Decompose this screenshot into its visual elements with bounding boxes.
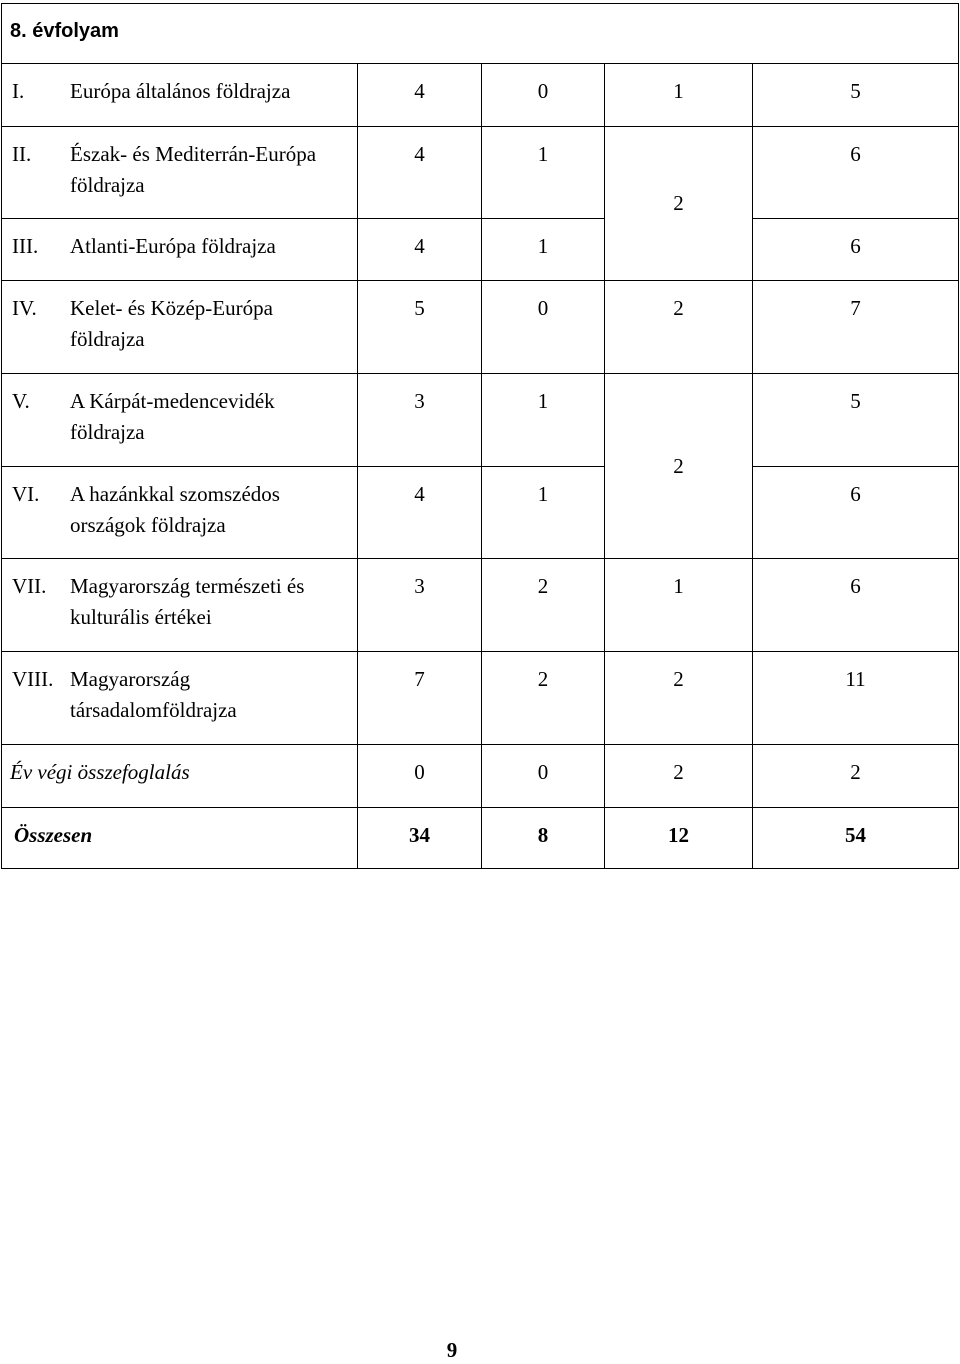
topic-title: A hazánkkal szomszédos országok földrajza	[70, 482, 280, 537]
value-cell: 1	[482, 219, 605, 281]
table-title-row	[2, 4, 959, 64]
value-cell: 0	[482, 745, 605, 808]
topic-cell	[2, 559, 358, 652]
value-cell: 0	[482, 64, 605, 127]
value-cell: 4	[358, 127, 482, 219]
topic-cell	[2, 219, 358, 281]
value-cell: 0	[482, 281, 605, 374]
row-number: III.	[12, 234, 39, 258]
value-cell: 2	[482, 652, 605, 745]
topic-title: Európa általános földrajza	[70, 79, 291, 103]
row-number: VI.	[12, 482, 40, 506]
topic-title: Magyarország társadalomföldrajza	[70, 667, 237, 722]
value-cell: 1	[605, 64, 753, 127]
total-value-cell: 34	[358, 808, 482, 869]
value-cell: 6	[753, 467, 959, 559]
topic-cell	[2, 64, 358, 127]
value-cell: 5	[753, 374, 959, 467]
topic-cell	[2, 374, 358, 467]
topic-title: Kelet- és Közép-Európa földrajza	[70, 296, 273, 351]
value-cell: 5	[753, 64, 959, 127]
row-number: VII.	[12, 574, 47, 598]
value-cell: 2	[605, 745, 753, 808]
total-value-cell: 8	[482, 808, 605, 869]
row-number: I.	[12, 79, 25, 103]
topic-title: A Kárpát-medencevidék földrajza	[70, 389, 275, 444]
curriculum-table	[1, 3, 959, 869]
value-cell: 6	[753, 219, 959, 281]
row-number: VIII.	[12, 667, 54, 691]
table-row	[2, 652, 959, 745]
value-cell: 2	[605, 652, 753, 745]
total-value-cell: 12	[605, 808, 753, 869]
table-row	[2, 559, 959, 652]
value-cell-merged: 2	[605, 127, 753, 281]
value-cell: 1	[482, 467, 605, 559]
value-cell: 5	[358, 281, 482, 374]
value-cell: 2	[753, 745, 959, 808]
value-cell: 0	[358, 745, 482, 808]
value-cell: 3	[358, 559, 482, 652]
value-cell: 4	[358, 467, 482, 559]
value-cell: 11	[753, 652, 959, 745]
topic-title: Atlanti-Európa földrajza	[70, 234, 276, 258]
summary-row	[2, 745, 959, 808]
page-number: 9	[446, 1338, 458, 1362]
row-number: IV.	[12, 296, 37, 320]
value-cell: 6	[753, 127, 959, 219]
topic-cell	[2, 652, 358, 745]
total-value-cell: 54	[753, 808, 959, 869]
topic-cell	[2, 281, 358, 374]
value-cell: 7	[753, 281, 959, 374]
topic-cell	[2, 467, 358, 559]
value-cell: 4	[358, 219, 482, 281]
topic-title: Magyarország természeti és kulturális értékei	[70, 574, 305, 629]
value-cell: 3	[358, 374, 482, 467]
table-title: 8. évfolyam	[2, 4, 959, 64]
total-label: Összesen	[2, 808, 358, 869]
topic-cell	[2, 127, 358, 219]
table-row	[2, 467, 959, 559]
topic-title: Észak- és Mediterrán-Európa földrajza	[70, 142, 317, 197]
value-cell: 6	[753, 559, 959, 652]
value-cell-merged: 2	[605, 374, 753, 559]
table-row	[2, 64, 959, 127]
value-cell: 1	[482, 374, 605, 467]
value-cell: 4	[358, 64, 482, 127]
row-number: II.	[12, 142, 32, 166]
value-cell: 2	[605, 281, 753, 374]
total-row	[2, 808, 959, 869]
table-row	[2, 281, 959, 374]
row-number: V.	[12, 389, 30, 413]
value-cell: 1	[482, 127, 605, 219]
table-row	[2, 219, 959, 281]
table-row	[2, 127, 959, 219]
value-cell: 1	[605, 559, 753, 652]
summary-label: Év végi összefoglalás	[2, 745, 358, 808]
table-row	[2, 374, 959, 467]
value-cell: 2	[482, 559, 605, 652]
value-cell: 7	[358, 652, 482, 745]
